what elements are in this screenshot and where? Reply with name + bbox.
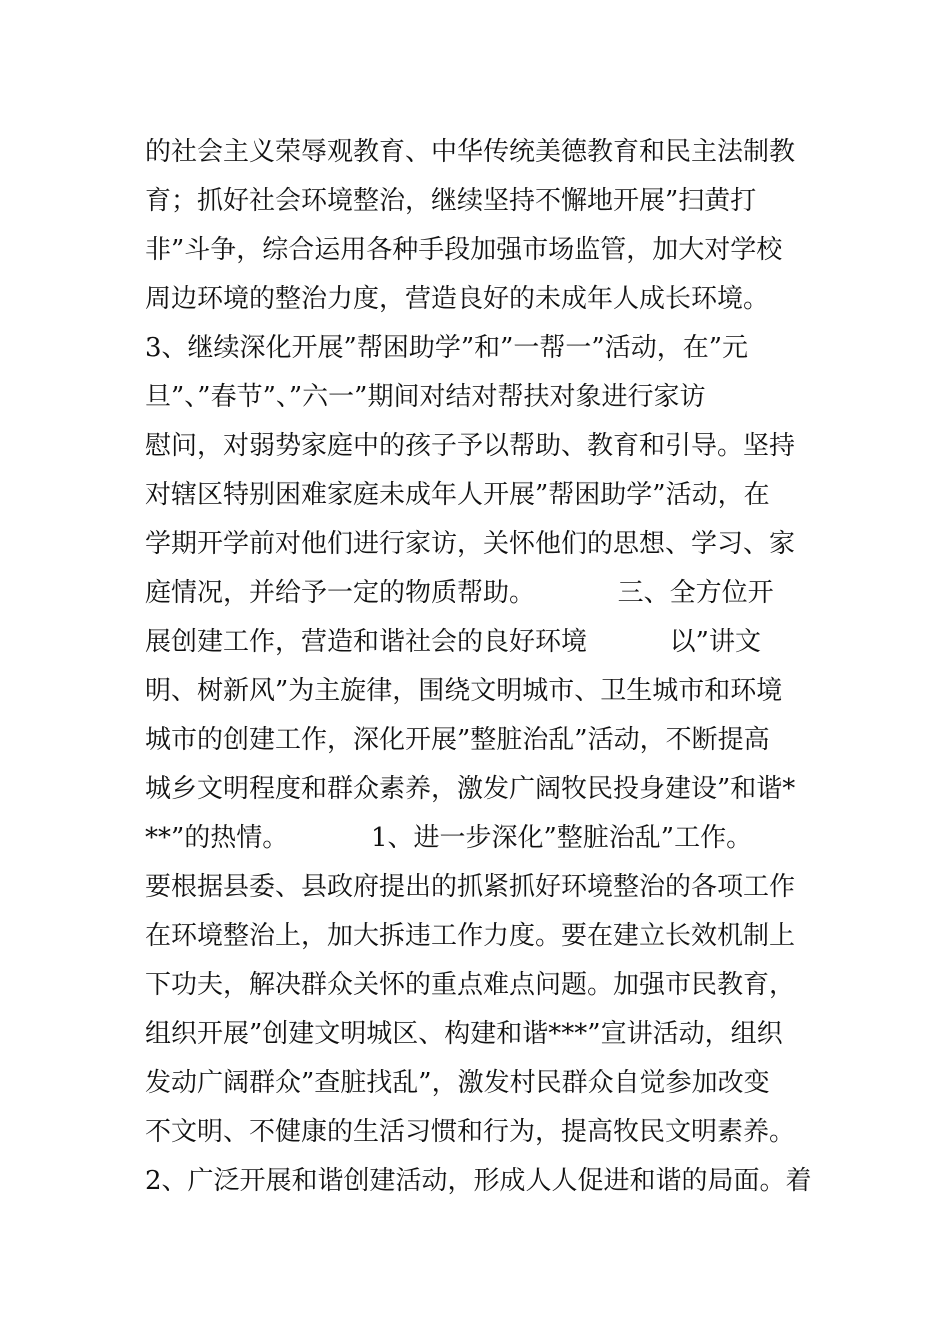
body-text (145, 128, 815, 1206)
text-line: 育；抓好社会环境整治，继续坚持不懈地开展”扫黄打 (145, 186, 757, 216)
text-line: 对辖区特别困难家庭未成年人开展”帮困助学”活动，在 (145, 480, 770, 510)
text-line: 明、树新风”为主旋律，围绕文明城市、卫生城市和环境 (145, 676, 783, 706)
text-line: 3、继续深化开展”帮困助学”和”一帮一”活动，在”元 (145, 333, 749, 363)
text-line: 下功夫，解决群众关怀的重点难点问题。加强市民教育， (145, 970, 796, 1000)
text-line: 周边环境的整治力度，营造良好的未成年人成长环境。 (145, 284, 770, 314)
text-line: 在环境整治上，加大拆违工作力度。要在建立长效机制上 (145, 921, 796, 951)
text-line: 不文明、不健康的生活习惯和行为，提高牧民文明素养。 (145, 1117, 796, 1147)
text-line: 城市的创建工作，深化开展”整脏治乱”活动，不断提高 (145, 725, 770, 755)
text-line: 要根据县委、县政府提出的抓紧抓好环境整治的各项工作 (145, 872, 796, 902)
text-line: 组织开展”创建文明城区、构建和谐***”宣讲活动，组织 (145, 1019, 783, 1049)
text-line: 的社会主义荣辱观教育、中华传统美德教育和民主法制教 (145, 137, 796, 167)
text-line: 旦”、”春节”、”六一”期间对结对帮扶对象进行家访 (145, 382, 706, 412)
text-line: 城乡文明程度和群众素养，激发广阔牧民投身建设”和谐* (145, 774, 796, 804)
text-line: 展创建工作，营造和谐社会的良好环境 以”讲文 (145, 627, 761, 657)
text-line: **”的热情。 1、进一步深化”整脏治乱”工作。 (145, 823, 753, 853)
text-line: 慰问，对弱势家庭中的孩子予以帮助、教育和引导。坚持 (145, 431, 796, 461)
text-line: 2、广泛开展和谐创建活动，形成人人促进和谐的局面。着 (145, 1166, 812, 1196)
text-line: 发动广阔群众”查脏找乱”，激发村民群众自觉参加改变 (145, 1068, 770, 1098)
text-line: 非”斗争，综合运用各种手段加强市场监管，加大对学校 (145, 235, 783, 265)
text-line: 庭情况，并给予一定的物质帮助。 三、全方位开 (145, 578, 774, 608)
text-line: 学期开学前对他们进行家访，关怀他们的思想、学习、家 (145, 529, 796, 559)
